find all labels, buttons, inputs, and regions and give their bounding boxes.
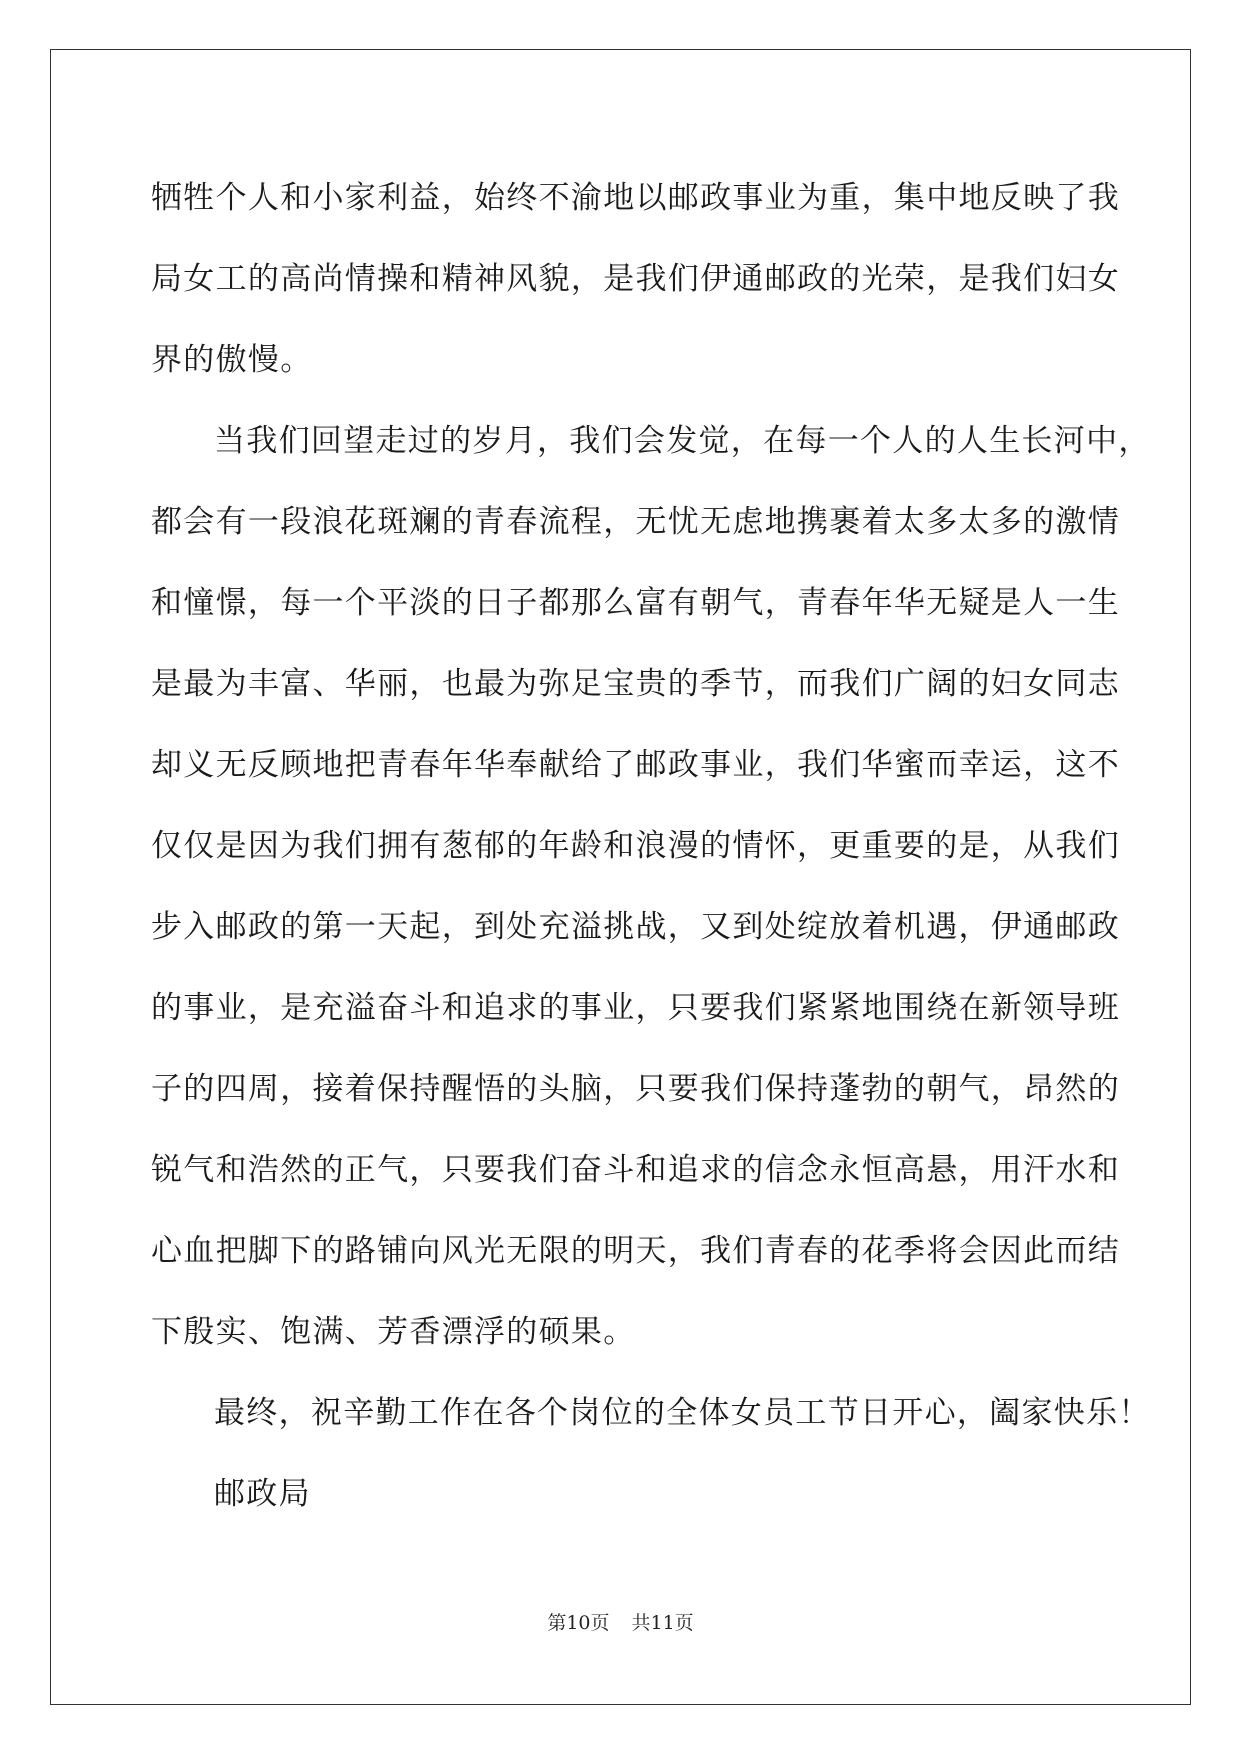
text-line: 局女工的高尚情操和精神风貌，是我们伊通邮政的光荣，是我们妇女 <box>151 261 1120 297</box>
paragraph-closing <box>151 1373 1151 1454</box>
text-line: 是最为丰富、华丽，也最为弥足宝贵的季节，而我们广阔的妇女同志 <box>151 666 1120 702</box>
text-line: 的事业，是充溢奋斗和追求的事业，只要我们紧紧地围绕在新领导班 <box>151 990 1120 1026</box>
text-line: 牺牲个人和小家利益，始终不渝地以邮政事业为重，集中地反映了我 <box>151 180 1120 216</box>
text-line: 步入邮政的第一天起，到处充溢挑战，又到处绽放着机遇，伊通邮政 <box>151 909 1120 945</box>
text-line: 锐气和浩然的正气，只要我们奋斗和追求的信念永恒高悬，用汗水和 <box>151 1152 1120 1188</box>
text-line: 却义无反顾地把青春年华奉献给了邮政事业，我们华蜜而幸运，这不 <box>151 747 1120 783</box>
page-number-current: 第10页 <box>547 1612 610 1634</box>
text-line: 下殷实、饱满、芳香漂浮的硕果。 <box>151 1314 636 1350</box>
text-line: 最终，祝辛勤工作在各个岗位的全体女员工节日开心，阖家快乐！ <box>214 1395 1151 1431</box>
paragraph-2 <box>151 401 1151 1373</box>
page-footer <box>0 1608 1241 1635</box>
text-line: 都会有一段浪花斑斓的青春流程，无忧无虑地携裹着太多太多的激情 <box>151 504 1120 540</box>
text-line: 子的四周，接着保持醒悟的头脑，只要我们保持蓬勃的朝气，昂然的 <box>151 1071 1120 1107</box>
page-number-total: 共11页 <box>631 1612 694 1634</box>
text-line: 和憧憬，每一个平淡的日子都那么富有朝气，青春年华无疑是人一生 <box>151 585 1120 621</box>
signature-line: 邮政局 <box>214 1476 311 1512</box>
text-line: 当我们回望走过的岁月，我们会发觉，在每一个人的人生长河中， <box>214 423 1151 459</box>
text-line: 心血把脚下的路铺向风光无限的明天，我们青春的花季将会因此而结 <box>151 1233 1120 1269</box>
signature <box>151 1454 1091 1535</box>
text-line: 仅仅是因为我们拥有葱郁的年龄和浪漫的情怀，更重要的是，从我们 <box>151 828 1120 864</box>
paragraph-1 <box>151 158 1120 401</box>
document-body <box>151 158 1151 1535</box>
text-line: 界的傲慢。 <box>151 342 313 378</box>
